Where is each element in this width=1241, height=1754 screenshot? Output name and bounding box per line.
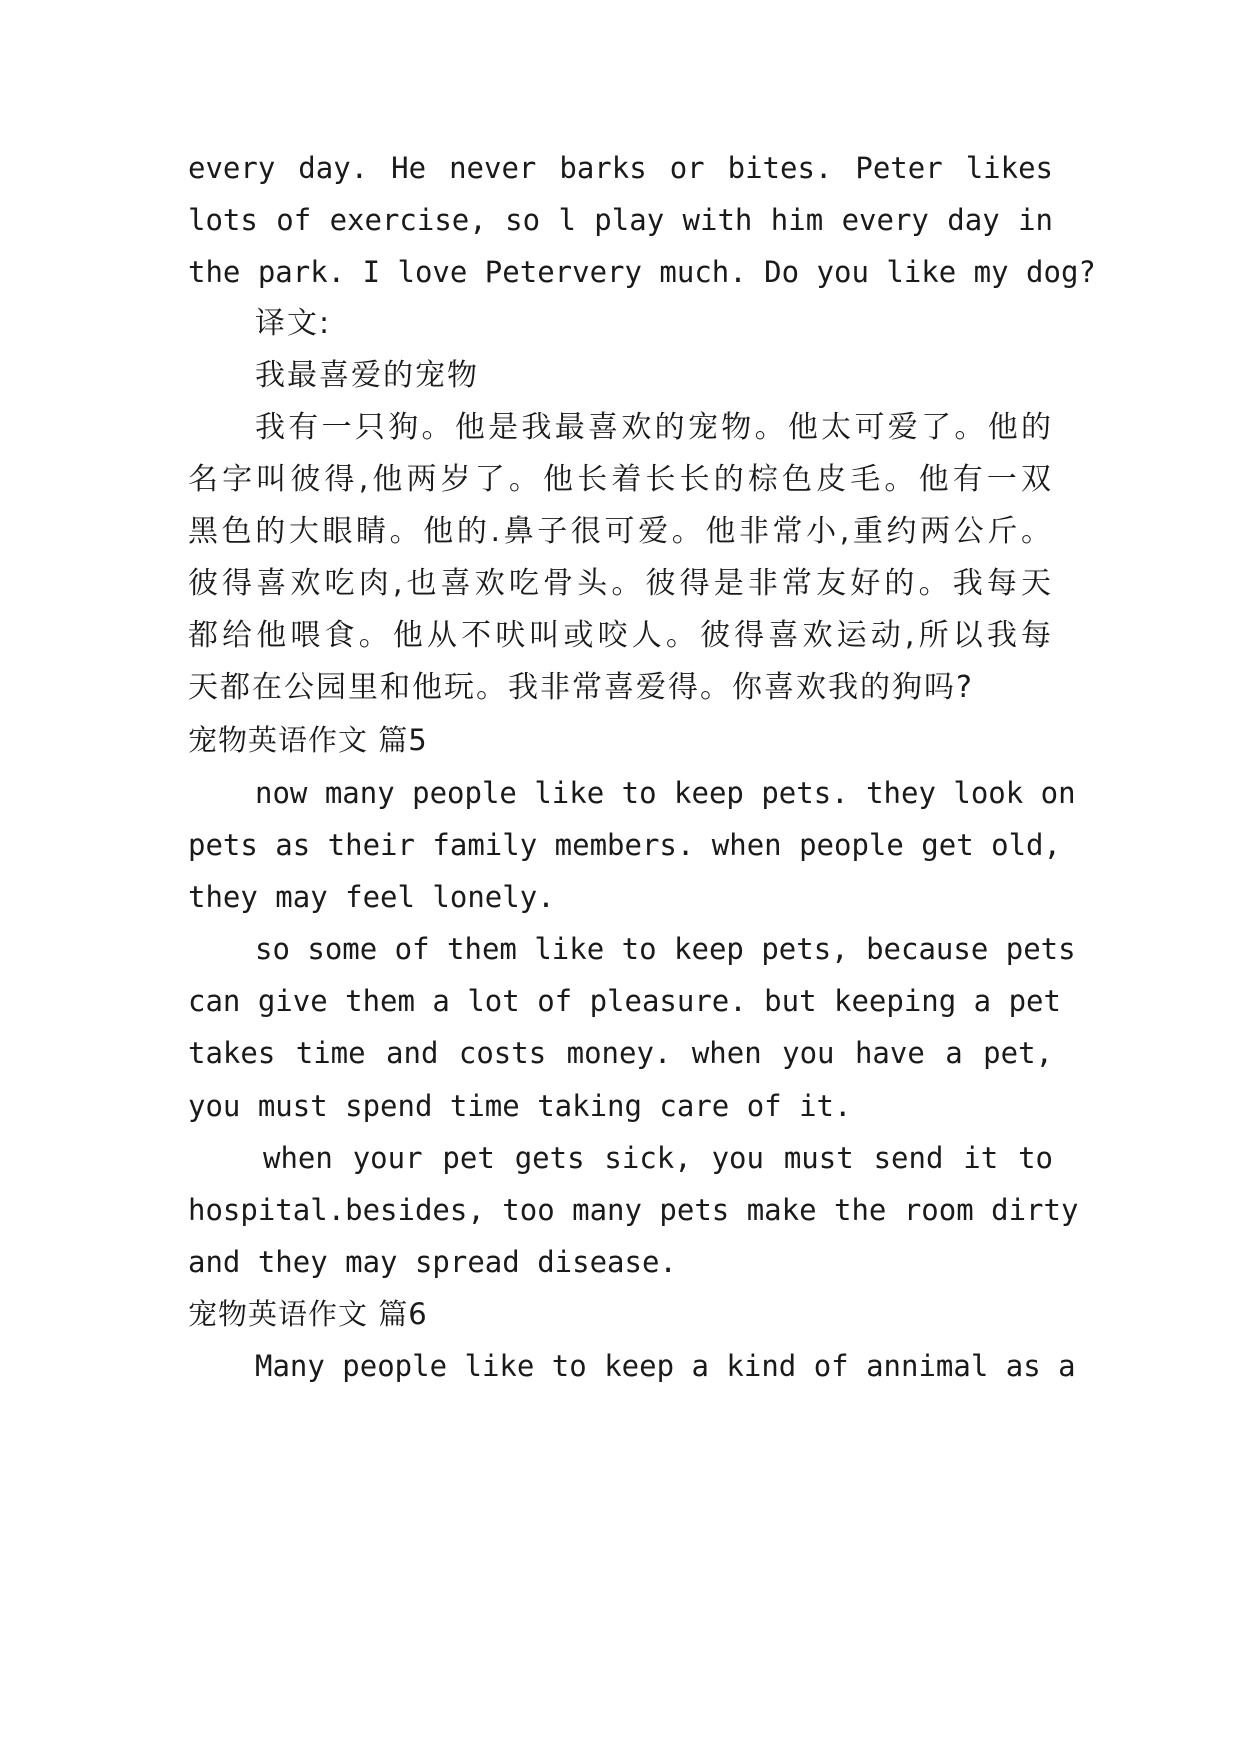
paragraph-line: 名字叫彼得,他两岁了。他长着长长的棕色皮毛。他有一双	[188, 462, 1053, 497]
paragraph-line: 我有一只狗。他是我最喜欢的宠物。他太可爱了。他的	[255, 410, 1053, 445]
paragraph-line: they may feel lonely.	[188, 880, 555, 914]
paragraph-line: Many people like to keep a kind of annimal as a	[255, 1349, 1076, 1383]
paragraph-line: every day. He never barks or bites. Peter likes	[188, 151, 1053, 185]
paragraph-line: lots of exercise, so l play with him every day in	[188, 203, 1053, 237]
paragraph-line: 天都在公园里和他玩。我非常喜爱得。你喜欢我的狗吗?	[188, 670, 974, 705]
paragraph-line: takes time and costs money. when you have a pet,	[188, 1036, 1053, 1070]
translation-title: 我最喜爱的宠物	[255, 358, 479, 393]
paragraph-line: can give them a lot of pleasure. but keeping a pet	[188, 984, 1061, 1018]
paragraph-line: when your pet gets sick, you must send it to	[263, 1141, 1053, 1175]
translation-label: 译文:	[255, 306, 332, 341]
paragraph-line: 都给他喂食。他从不吠叫或咬人。彼得喜欢运动,所以我每	[188, 618, 1053, 653]
section-heading: 宠物英语作文 篇6	[188, 1297, 428, 1331]
paragraph-line: 彼得喜欢吃肉,也喜欢吃骨头。彼得是非常友好的。我每天	[188, 566, 1053, 601]
paragraph-line: so some of them like to keep pets, because pets	[255, 932, 1076, 966]
paragraph-line: 黑色的大眼睛。他的.鼻子很可爱。他非常小,重约两公斤。	[188, 514, 1053, 549]
paragraph-line: you must spend time taking care of it.	[188, 1089, 852, 1123]
section-heading: 宠物英语作文 篇5	[188, 723, 428, 757]
paragraph-line: the park. I love Petervery much. Do you like my dog?	[188, 255, 1096, 289]
paragraph-line: and they may spread disease.	[188, 1245, 677, 1279]
paragraph-line: pets as their family members. when people get old,	[188, 828, 1061, 862]
paragraph-line: now many people like to keep pets. they look on	[255, 776, 1076, 810]
paragraph-line: hospital.besides, too many pets make the room dirty	[188, 1193, 1079, 1227]
